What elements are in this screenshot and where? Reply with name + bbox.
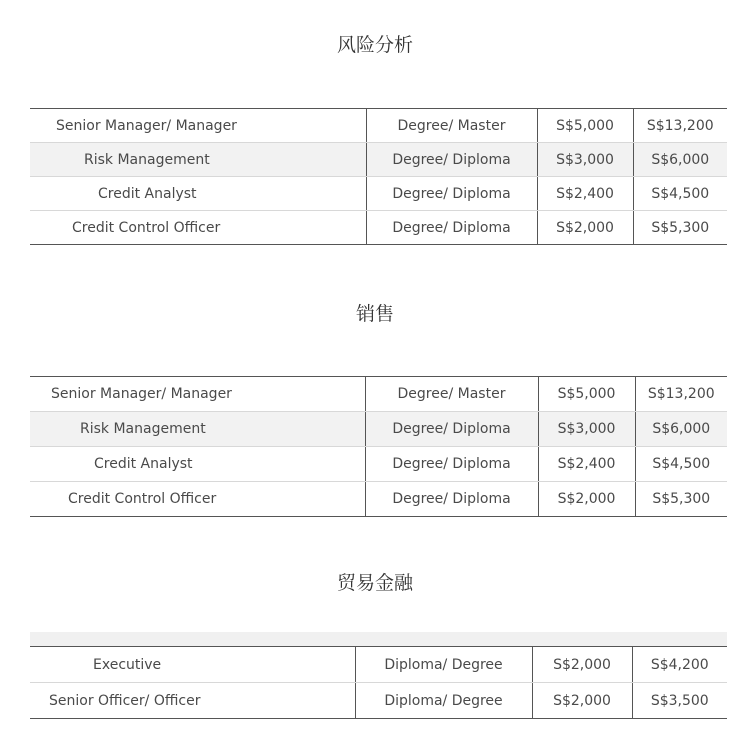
min-salary-cell: S$5,000 <box>537 109 633 143</box>
table-row <box>30 177 727 211</box>
min-salary-cell: S$2,400 <box>538 447 635 482</box>
job-title-cell: Senior Officer/ Officer <box>30 683 355 719</box>
max-salary-cell: S$3,500 <box>632 683 727 719</box>
min-salary-cell: S$3,000 <box>537 143 633 177</box>
min-salary-cell: S$5,000 <box>538 377 635 412</box>
min-salary-cell: S$2,000 <box>532 647 632 683</box>
table-row <box>30 377 727 412</box>
job-title-cell: Senior Manager/ Manager <box>30 109 366 143</box>
qualification-cell: Degree/ Diploma <box>365 482 538 517</box>
table-row <box>30 109 727 143</box>
qualification-cell: Diploma/ Degree <box>355 683 532 719</box>
section-title-sales: 销售 <box>355 303 394 325</box>
table-row <box>30 447 727 482</box>
job-title-cell: Risk Management <box>30 143 366 177</box>
table-header-band <box>30 632 727 646</box>
table-row <box>30 482 727 517</box>
table-row <box>30 683 727 719</box>
job-title-cell: Credit Analyst <box>30 177 366 211</box>
salary-table-risk-analysis <box>30 108 727 245</box>
min-salary-cell: S$2,000 <box>537 211 633 245</box>
job-title-cell: Credit Analyst <box>30 447 365 482</box>
max-salary-cell: S$5,300 <box>635 482 727 517</box>
max-salary-cell: S$5,300 <box>633 211 727 245</box>
section-title-trade-finance: 贸易金融 <box>336 572 413 594</box>
job-title-cell: Risk Management <box>30 412 365 447</box>
max-salary-cell: S$6,000 <box>635 412 727 447</box>
qualification-cell: Degree/ Diploma <box>366 143 537 177</box>
max-salary-cell: S$4,500 <box>635 447 727 482</box>
max-salary-cell: S$13,200 <box>635 377 727 412</box>
qualification-cell: Degree/ Diploma <box>365 412 538 447</box>
job-title-cell: Executive <box>30 647 355 683</box>
max-salary-cell: S$13,200 <box>633 109 727 143</box>
qualification-cell: Degree/ Diploma <box>366 177 537 211</box>
min-salary-cell: S$2,000 <box>538 482 635 517</box>
qualification-cell: Degree/ Diploma <box>366 211 537 245</box>
table-row <box>30 412 727 447</box>
table-row <box>30 211 727 245</box>
min-salary-cell: S$3,000 <box>538 412 635 447</box>
max-salary-cell: S$4,200 <box>632 647 727 683</box>
max-salary-cell: S$4,500 <box>633 177 727 211</box>
max-salary-cell: S$6,000 <box>633 143 727 177</box>
job-title-cell: Credit Control Officer <box>30 482 365 517</box>
qualification-cell: Degree/ Master <box>365 377 538 412</box>
job-title-cell: Senior Manager/ Manager <box>30 377 365 412</box>
qualification-cell: Diploma/ Degree <box>355 647 532 683</box>
salary-table-sales <box>30 376 727 517</box>
job-title-cell: Credit Control Officer <box>30 211 366 245</box>
qualification-cell: Degree/ Diploma <box>365 447 538 482</box>
salary-table-trade-finance <box>30 646 727 719</box>
qualification-cell: Degree/ Master <box>366 109 537 143</box>
table-row <box>30 143 727 177</box>
table-row <box>30 647 727 683</box>
section-title-risk-analysis: 风险分析 <box>336 34 413 56</box>
min-salary-cell: S$2,400 <box>537 177 633 211</box>
min-salary-cell: S$2,000 <box>532 683 632 719</box>
